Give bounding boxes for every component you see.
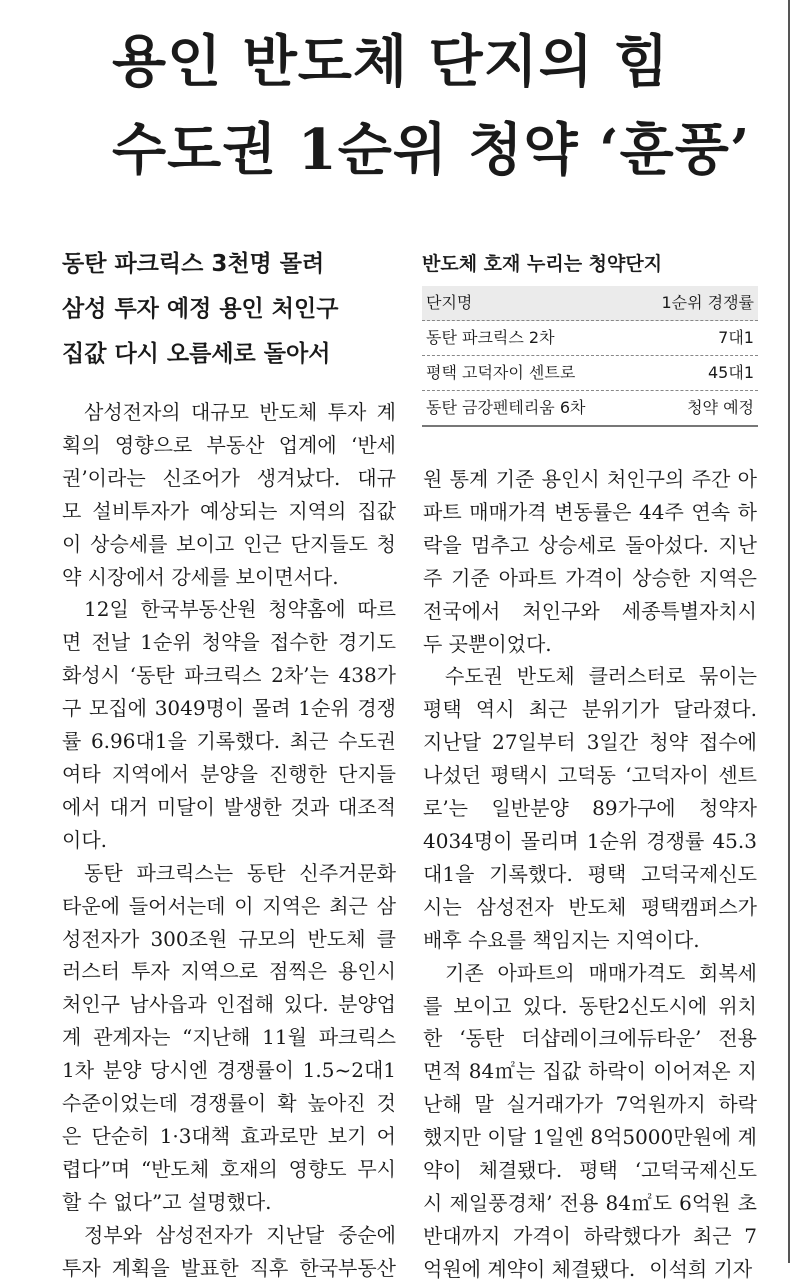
body-text: 동탄 파크릭스는 동탄 신주거문화 bbox=[84, 860, 396, 885]
body-text: 1차 분양 당시엔 경쟁률이 1.5~2대1 bbox=[62, 1058, 396, 1083]
body-text: 렵다”며 “반도체 호재의 영향도 무시 bbox=[62, 1156, 396, 1181]
body-line bbox=[423, 1121, 757, 1154]
body-line bbox=[423, 463, 757, 496]
body-line bbox=[62, 824, 396, 857]
body-text: 대1을 기록했다. 평택 고덕국제신도 bbox=[423, 861, 757, 886]
body-text: 시는 삼성전자 반도체 평택캠퍼스가 bbox=[423, 894, 757, 919]
body-text: 러스터 투자 지역으로 점찍은 용인시 bbox=[62, 959, 396, 984]
body-line bbox=[423, 628, 757, 661]
body-line bbox=[62, 1252, 396, 1285]
body-text: 한 ‘동탄 더샵레이크에듀타운’ 전용 bbox=[423, 1026, 757, 1051]
body-text: 했지만 이달 1일엔 8억5000만원에 계 bbox=[423, 1125, 757, 1150]
body-text: 나섰던 평택시 고덕동 ‘고덕자이 센트 bbox=[423, 763, 757, 788]
body-text: 주 기준 아파트 가격이 상승한 지역은 bbox=[423, 565, 757, 590]
body-line bbox=[423, 957, 757, 990]
subheadline-line: 집값 다시 오름세로 돌아서 bbox=[62, 341, 331, 367]
body-text: 모 설비투자가 예상되는 지역의 집값 bbox=[62, 498, 396, 523]
body-line bbox=[62, 1186, 396, 1219]
body-line bbox=[62, 495, 396, 528]
body-text: 기존 아파트의 매매가격도 회복세 bbox=[445, 960, 757, 985]
body-line bbox=[423, 1022, 757, 1055]
body-line bbox=[423, 792, 757, 825]
info-table bbox=[422, 246, 758, 427]
cell-rate: 45대1 bbox=[708, 363, 754, 382]
body-line bbox=[423, 595, 757, 628]
body-text: 면 전날 1순위 청약을 접수한 경기도 bbox=[62, 630, 396, 655]
body-text: 계 관계자는 “지난해 11월 파크릭스 bbox=[62, 1025, 396, 1050]
body-text: 락을 멈추고 상승세로 돌아섰다. 지난 bbox=[423, 532, 757, 557]
body-text: 삼성전자의 대규모 반도체 투자 계 bbox=[84, 400, 396, 424]
body-line bbox=[62, 659, 396, 692]
body-text: 에서 대거 미달이 발생한 것과 대조적 bbox=[62, 794, 396, 819]
headline-line-1: 용인 반도체 단지의 힘 bbox=[112, 29, 670, 95]
body-line bbox=[62, 890, 396, 923]
body-line bbox=[423, 529, 757, 562]
body-text: 이다. bbox=[62, 827, 107, 852]
body-line bbox=[62, 396, 396, 429]
body-line bbox=[423, 759, 757, 792]
article-body-left bbox=[62, 396, 396, 1284]
body-line bbox=[62, 593, 396, 626]
body-line bbox=[62, 1219, 396, 1252]
body-text: 정부와 삼성전자가 지난달 중순에 bbox=[84, 1222, 396, 1247]
body-text: 투자 계획을 발표한 직후 한국부동산 bbox=[62, 1255, 396, 1280]
table-row bbox=[422, 391, 758, 427]
body-text: 지난달 27일부터 3일간 청약 접수에 bbox=[423, 730, 757, 755]
body-text: 할 수 없다”고 설명했다. bbox=[62, 1189, 272, 1214]
body-text: 를 보이고 있다. 동탄2신도시에 위치 bbox=[423, 993, 757, 1018]
body-text: 수준이었는데 경쟁률이 확 높아진 것 bbox=[62, 1091, 396, 1116]
header-cell: 1순위 경쟁률 bbox=[661, 293, 754, 312]
body-line bbox=[62, 561, 396, 594]
body-line bbox=[62, 1153, 396, 1186]
body-line bbox=[423, 496, 757, 529]
body-text: 반대까지 가격이 하락했다가 최근 7 bbox=[423, 1223, 757, 1248]
body-text: 여타 지역에서 분양을 진행한 단지들 bbox=[62, 761, 396, 786]
body-line bbox=[62, 528, 396, 561]
body-line bbox=[423, 924, 757, 957]
body-text: 약이 체결됐다. 평택 ‘고덕국제신도 bbox=[423, 1158, 757, 1183]
cell-name: 평택 고덕자이 센트로 bbox=[426, 363, 576, 382]
body-text: 12일 한국부동산원 청약홈에 따르 bbox=[84, 597, 396, 622]
body-line bbox=[423, 858, 757, 891]
body-text: 전국에서 처인구와 세종특별자치시 bbox=[423, 598, 757, 623]
body-text: 률 6.96대1을 기록했다. 최근 수도권 bbox=[62, 729, 396, 754]
body-line bbox=[62, 923, 396, 956]
body-line bbox=[423, 1055, 757, 1088]
body-text: 두 곳뿐이었다. bbox=[423, 631, 552, 656]
body-line bbox=[62, 626, 396, 659]
body-text: 배후 수요를 책임지는 지역이다. bbox=[423, 927, 700, 952]
subheadline-line: 삼성 투자 예정 용인 처인구 bbox=[62, 296, 339, 322]
body-line bbox=[62, 1054, 396, 1087]
body-text: 수도권 반도체 클러스터로 묶이는 bbox=[445, 664, 757, 689]
body-line bbox=[423, 562, 757, 595]
body-text: 면적 84㎡는 집값 하락이 이어져온 지 bbox=[423, 1059, 757, 1084]
subheadline bbox=[62, 242, 338, 377]
body-line bbox=[423, 891, 757, 924]
body-text: 시 제일풍경채’ 전용 84㎡도 6억원 초 bbox=[423, 1190, 757, 1215]
body-text: 억원에 계약이 체결됐다. bbox=[423, 1256, 636, 1281]
body-text: 권’이라는 신조어가 생겨났다. 대규 bbox=[62, 465, 396, 490]
body-line bbox=[62, 725, 396, 758]
body-line bbox=[423, 726, 757, 759]
table-row bbox=[422, 356, 758, 391]
body-line bbox=[62, 462, 396, 495]
body-text: 은 단순히 1·3대책 효과로만 보기 어 bbox=[62, 1123, 396, 1148]
body-text: 약 시장에서 강세를 보이면서다. bbox=[62, 564, 339, 589]
subheadline-line: 동탄 파크릭스 3천명 몰려 bbox=[62, 251, 325, 277]
body-line bbox=[423, 1088, 757, 1121]
body-text: 원 통계 기준 용인시 처인구의 주간 아 bbox=[423, 467, 757, 491]
body-line bbox=[62, 1120, 396, 1153]
body-line bbox=[62, 857, 396, 890]
body-line bbox=[62, 1087, 396, 1120]
body-line bbox=[423, 1154, 757, 1187]
body-text: 성전자가 300조원 규모의 반도체 클 bbox=[62, 926, 396, 951]
body-line bbox=[62, 955, 396, 988]
body-text: 난해 말 실거래가가 7억원까지 하락 bbox=[423, 1092, 757, 1117]
body-line bbox=[62, 1021, 396, 1054]
body-text: 처인구 남사읍과 인접해 있다. 분양업 bbox=[62, 992, 396, 1017]
body-text: 4034명이 몰리며 1순위 경쟁률 45.3 bbox=[423, 828, 757, 853]
headline-line-2: 수도권 1순위 청약 ‘훈풍’ bbox=[112, 117, 751, 183]
body-text: 구 모집에 3049명이 몰려 1순위 경쟁 bbox=[62, 696, 396, 721]
body-text: 획의 영향으로 부동산 업계에 ‘반세 bbox=[62, 432, 396, 457]
header-cell: 단지명 bbox=[426, 293, 473, 312]
cell-name: 동탄 금강펜테리움 6차 bbox=[426, 398, 586, 417]
body-line bbox=[62, 758, 396, 791]
table-row bbox=[422, 321, 758, 356]
cell-name: 동탄 파크릭스 2차 bbox=[426, 328, 555, 347]
byline: 이석희 기자 bbox=[649, 1256, 753, 1281]
body-line bbox=[423, 660, 757, 693]
column-rule bbox=[788, 0, 790, 1263]
body-line bbox=[62, 692, 396, 725]
body-line bbox=[423, 990, 757, 1023]
body-text: 타운에 들어서는데 이 지역은 최근 삼 bbox=[62, 893, 396, 918]
body-line bbox=[62, 429, 396, 462]
body-text: 평택 역시 최근 분위기가 달라졌다. bbox=[423, 697, 757, 722]
cell-rate: 청약 예정 bbox=[687, 398, 754, 417]
body-text: 화성시 ‘동탄 파크릭스 2차’는 438가 bbox=[62, 663, 396, 688]
body-line bbox=[62, 791, 396, 824]
body-line bbox=[423, 825, 757, 858]
body-line bbox=[423, 1220, 757, 1253]
body-line bbox=[62, 988, 396, 1021]
body-text: 파트 매매가격 변동률은 44주 연속 하 bbox=[423, 499, 757, 524]
article-body-right bbox=[423, 463, 757, 1286]
body-text: 이 상승세를 보이고 인근 단지들도 청 bbox=[62, 531, 396, 556]
body-line bbox=[423, 1253, 757, 1286]
body-line bbox=[423, 693, 757, 726]
body-text: 로’는 일반분양 89가구에 청약자 bbox=[423, 796, 757, 821]
cell-rate: 7대1 bbox=[718, 328, 754, 347]
table-header bbox=[422, 286, 758, 321]
body-line bbox=[423, 1187, 757, 1220]
table-title: 반도체 호재 누리는 청약단지 bbox=[422, 253, 663, 275]
